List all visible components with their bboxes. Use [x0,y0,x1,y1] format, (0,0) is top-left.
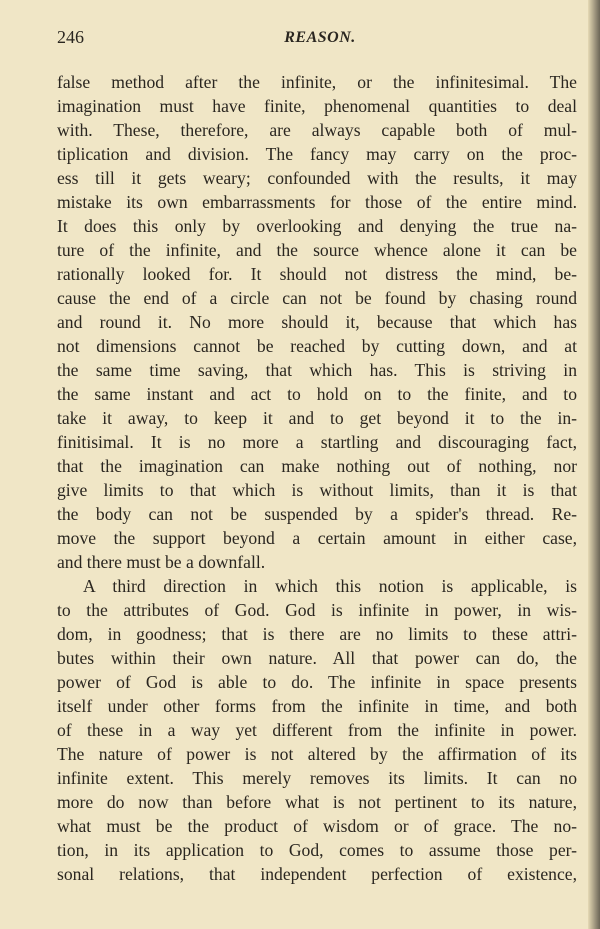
text-line: itself under other forms from the infinite in time, and both [57,696,577,716]
text-line: sonal relations, that independent perfection of existence, [57,864,577,884]
running-title: REASON. [284,29,356,46]
text-line: rationally looked for. It should not distress the mind, be- [57,264,577,284]
text-line: ture of the infinite, and the source whence alone it can be [57,240,577,260]
text-line: what must be the product of wisdom or of grace. The no- [57,816,577,836]
text-line: infinite extent. This merely removes its limits. It can no [57,768,577,788]
page-number: 246 [57,27,84,47]
text-line: to the attributes of God. God is infinite in power, in wis- [57,600,577,620]
text-line: move the support beyond a certain amount in either case, [57,528,577,548]
text-line: false method after the infinite, or the infinitesimal. The [57,72,577,92]
text-line: give limits to that which is without limits, than it is that [57,480,577,500]
text-line: tiplication and division. The fancy may carry on the proc- [57,144,577,164]
text-line: that the imagination can make nothing out of nothing, nor [57,456,577,476]
text-line: not dimensions cannot be reached by cutting down, and at [57,336,577,356]
text-line: and there must be a downfall. [57,552,266,572]
text-line: ess till it gets weary; confounded with the results, it may [57,168,577,188]
text-line: and round it. No more should it, because that which has [57,312,577,332]
text-line: A third direction in which this notion is applicable, is [83,576,577,596]
text-line: It does this only by overlooking and denying the true na- [57,216,577,236]
text-line: of these in a way yet different from the infinite in power. [57,720,577,740]
text-line: the body can not be suspended by a spider's thread. Re- [57,504,577,524]
text-line: the same time saving, that which has. This is striving in [57,360,577,380]
text-line: tion, in its application to God, comes to assume those per- [57,840,577,860]
page-edge-shadow [588,0,600,929]
text-line: butes within their own nature. All that power can do, the [57,648,577,668]
text-line: The nature of power is not altered by the affirmation of its [57,744,577,764]
text-line: finitisimal. It is no more a startling and discouraging fact, [57,432,577,452]
text-line: imagination must have finite, phenomenal quantities to deal [57,96,577,116]
text-line: cause the end of a circle can not be found by chasing round [57,288,577,308]
text-line: dom, in goodness; that is there are no limits to these attri- [57,624,577,644]
text-line: take it away, to keep it and to get beyond it to the in- [57,408,577,428]
text-line: with. These, therefore, are always capable both of mul- [57,120,577,140]
text-line: more do now than before what is not pertinent to its nature, [57,792,577,812]
body-text [57,70,577,886]
text-line: mistake its own embarrassments for those of the entire mind. [57,192,577,212]
text-line: power of God is able to do. The infinite in space presents [57,672,577,692]
text-line: the same instant and act to hold on to the finite, and to [57,384,577,404]
